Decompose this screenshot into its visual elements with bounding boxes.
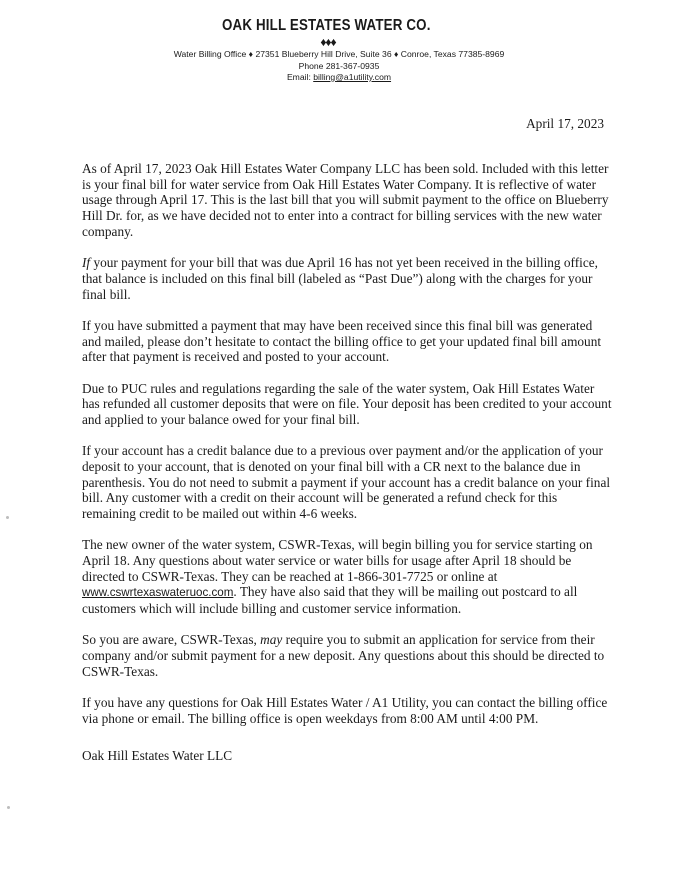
- paragraph-recent-payment: If you have submitted a payment that may have been received since this final bill was generated and mailed, please don’t hesitate to contact the billing office to get your updated final bill amount after that payment is received and posted to your account.: [82, 317, 602, 365]
- diamond-ornament-icon: ♦♦♦: [320, 35, 336, 49]
- company-name: OAK HILL ESTATES WATER CO.: [221, 17, 431, 34]
- address-line: Water Billing Office ♦ 27351 Blueberry Hill Drive, Suite 36 ♦ Conroe, Texas 77385-8969: [173, 49, 505, 59]
- paragraph-new-owner: The new owner of the water system, CSWR-Texas, will begin billing you for service starting on April 18. Any questions about water service or water bills for usage after April 18 should be directed to CSWR-Texas. They can be reached at 1-866-301-7725 or online at www.cswrtexaswateruoc.com. They have also said that they will be mailing out postcard to all customers which will include billing and customer service information.: [82, 537, 593, 617]
- paragraph-credit-balance: If your account has a credit balance due to a previous over payment and/or the application of your deposit to your account, that is denoted on your final bill with a CR next to the balance due in parenthesis. You do not need to submit a payment if your account has a credit balance on your final bill. Any customer with a credit on their account will be generated a refund check for this remaining credit to be mailed out within 4-6 weeks.: [82, 443, 611, 522]
- cswr-website-link[interactable]: www.cswrtexaswateruoc.com: [82, 586, 234, 600]
- signature: Oak Hill Estates Water LLC: [82, 748, 233, 763]
- letter-body: [82, 161, 614, 742]
- paragraph-contact: If you have any questions for Oak Hill Estates Water / A1 Utility, you can contact the billing office via phone or email. The billing office is open weekdays from 8:00 AM until 4:00 PM.: [82, 695, 608, 726]
- letterhead: [0, 17, 682, 84]
- email-label: Email:: [286, 72, 314, 82]
- emphasis-if: If: [82, 255, 91, 271]
- scan-speck: [7, 806, 10, 809]
- letter-date: April 17, 2023: [526, 116, 604, 131]
- scan-speck: [6, 516, 9, 519]
- email-line: [0, 72, 682, 84]
- paragraph-sale-notice: As of April 17, 2023 Oak Hill Estates Water Company LLC has been sold. Included with this letter is your final bill for water service from Oak Hill Estates Water Company. It is reflective of water usage through April 17. This is the last bill that you will submit payment to the office on Blueberry Hill Dr. for, as we have decided not to enter into a contract for billing services with the new water company.: [82, 161, 609, 239]
- phone-line: Phone 281-367-0935: [298, 60, 380, 71]
- paragraph-deposits: Due to PUC rules and regulations regarding the sale of the water system, Oak Hill Estates Water has refunded all customer deposits that were on file. Your deposit has been credited to your account and applied to your balance owed for your final bill.: [82, 380, 612, 427]
- email-link[interactable]: billing@a1utility.com: [313, 72, 392, 82]
- emphasis-may: may: [260, 632, 283, 648]
- paragraph-application: So you are aware, CSWR-Texas, may require you to submit an application for service from their company and/or submit payment for a new deposit. Any questions about this should be directed to CSWR-Texas.: [82, 632, 605, 679]
- paragraph-past-due: If your payment for your bill that was due April 16 has not yet been received in the billing office, that balance is included on this final bill (labeled as “Past Due”) along with the charges for your final bill.: [82, 255, 598, 302]
